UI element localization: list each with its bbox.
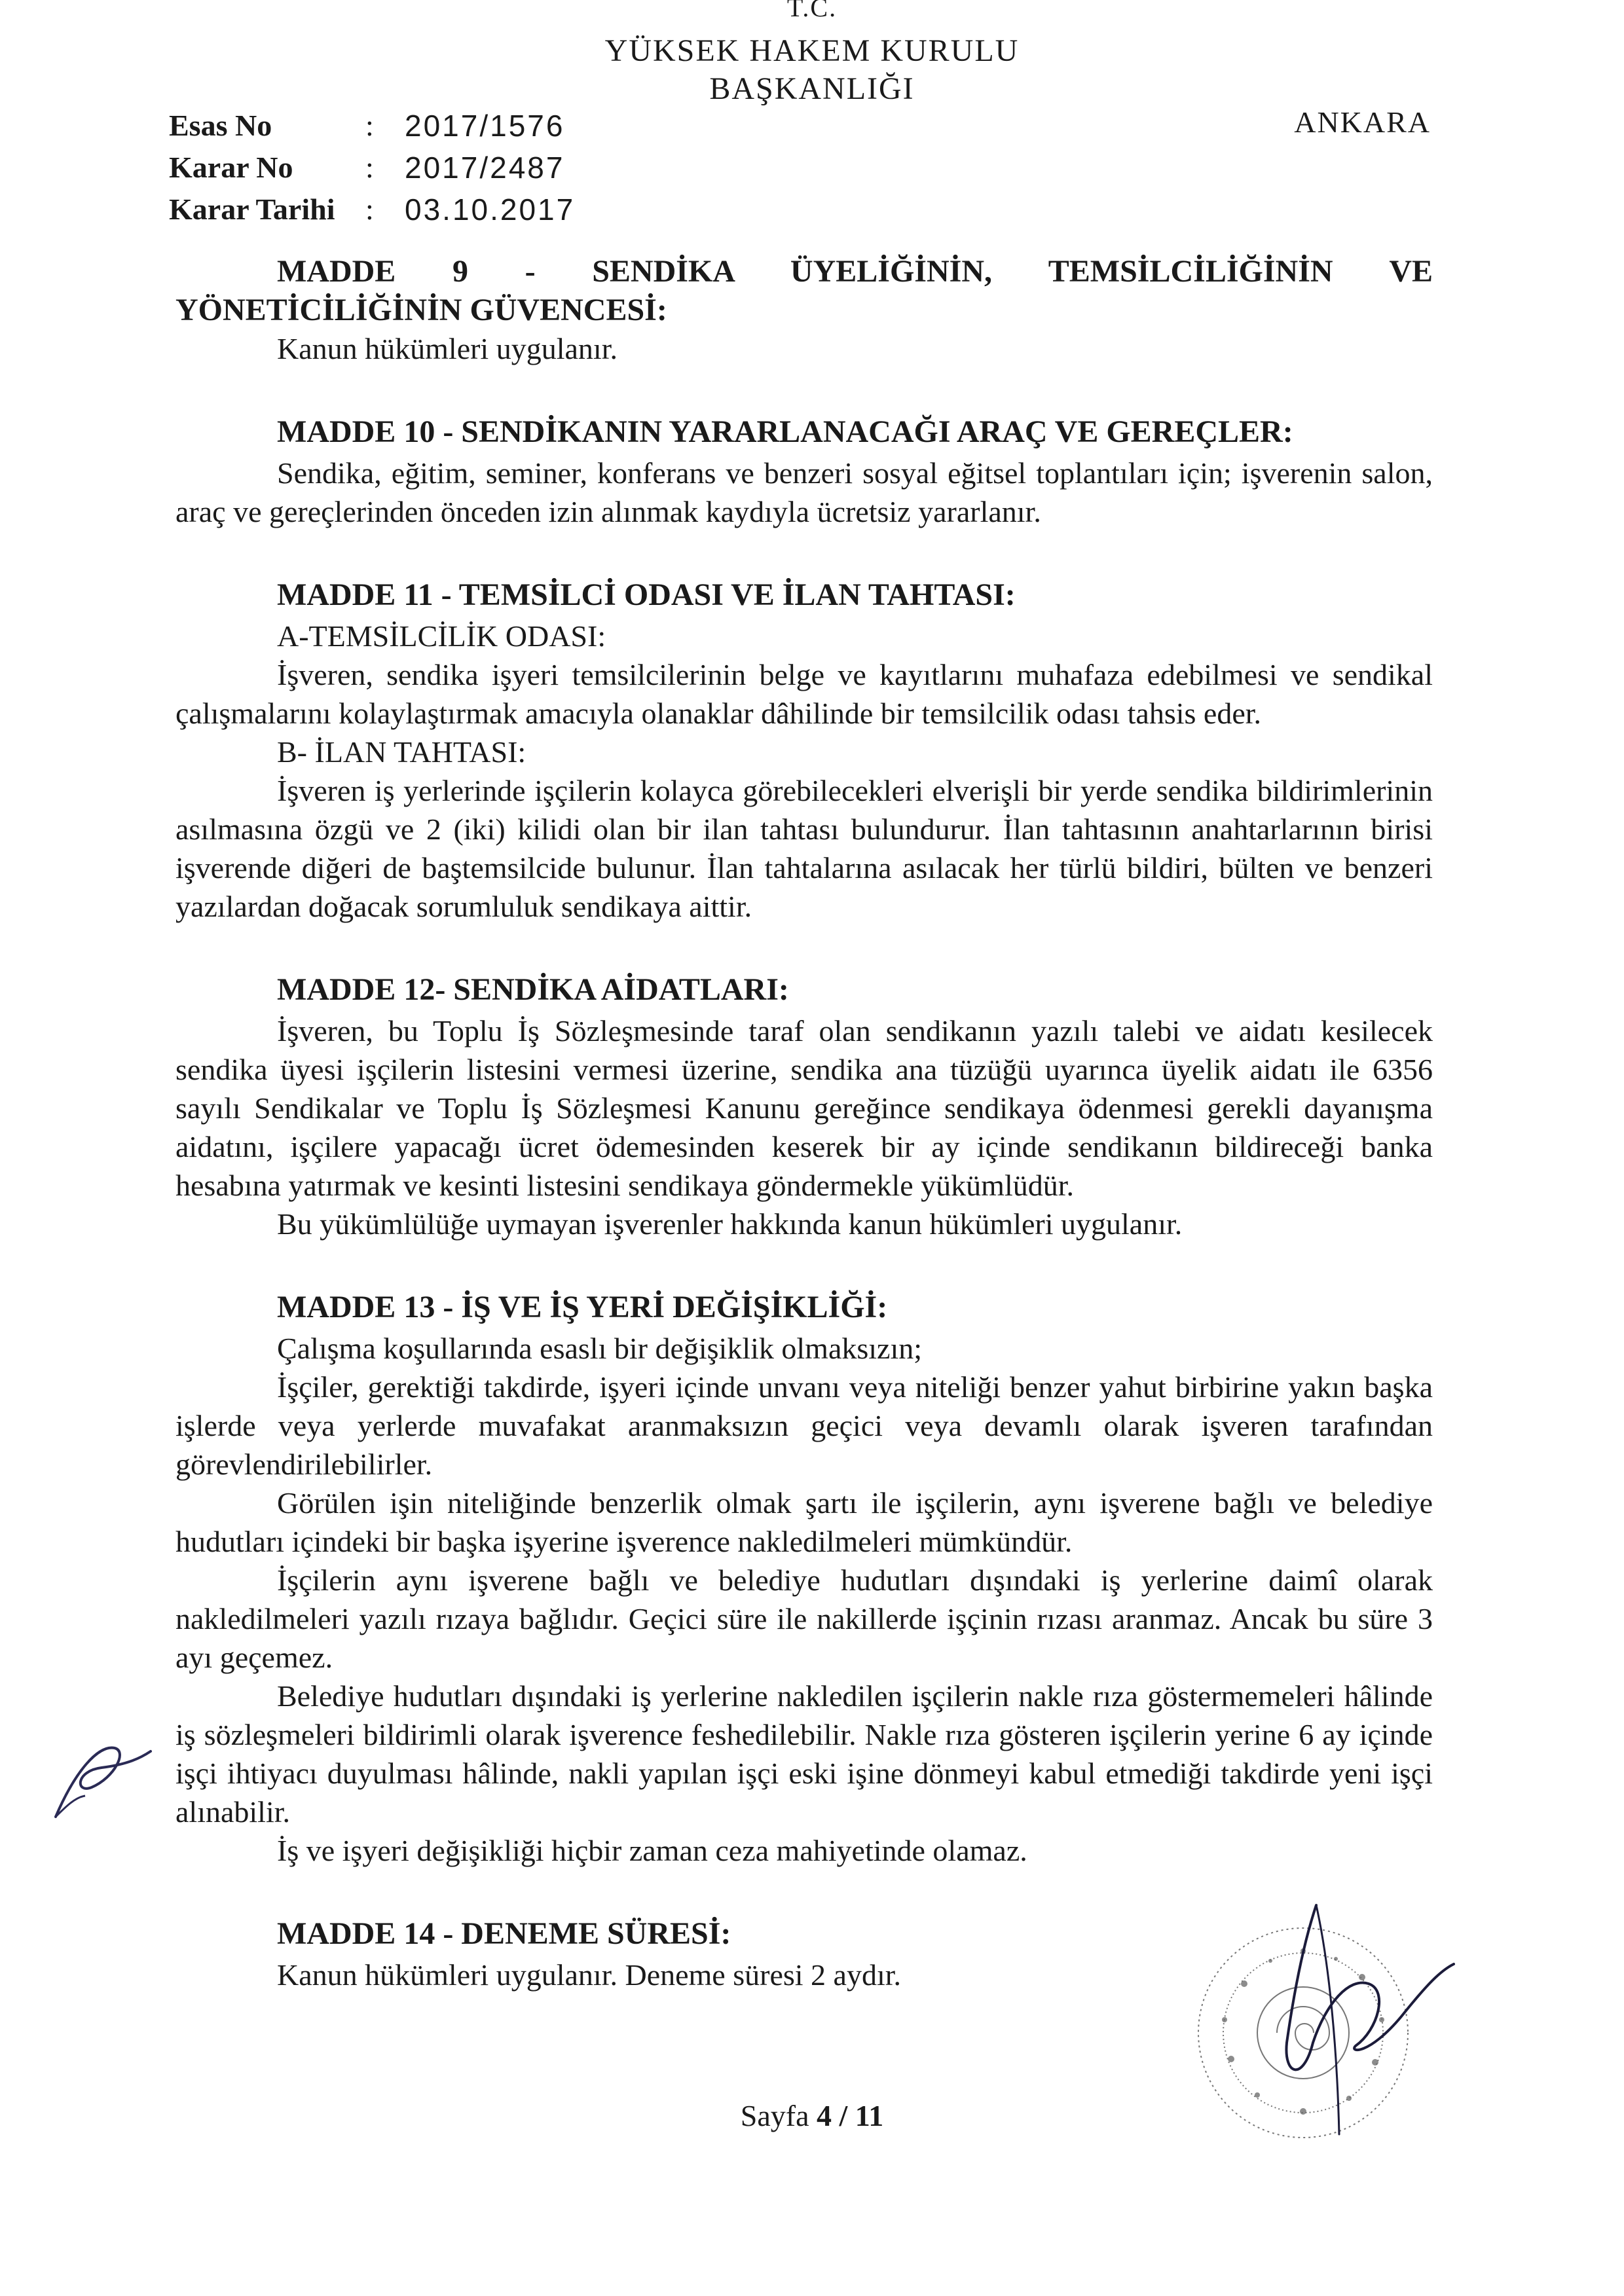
- meta-label: Karar No: [169, 151, 293, 184]
- article-12: [175, 970, 1433, 1243]
- article-10: [175, 412, 1433, 531]
- meta-colon: :: [365, 151, 374, 184]
- header-institution: YÜKSEK HAKEM KURULU: [604, 33, 1020, 68]
- article-11: [175, 575, 1433, 926]
- handwritten-initials-icon: [36, 1732, 167, 1823]
- meta-label: Esas No: [169, 109, 272, 142]
- article-paragraph: İşçiler, gerektiği takdirde, işyeri içinde unvanı veya niteliği benzer yahut birbirine yakın başka işlerde veya yerlerde muvafakat aranmaksızın geçici veya devamlı olarak işveren tarafından görevlendirilebilirler.: [175, 1370, 1433, 1481]
- article-title: MADDE 12- SENDİKA AİDATLARI:: [277, 972, 789, 1007]
- article-title: MADDE 13 - İŞ VE İŞ YERİ DEĞİŞİKLİĞİ:: [277, 1290, 888, 1324]
- article-paragraph: Kanun hükümleri uygulanır.: [277, 332, 618, 365]
- meta-value: 2017/2487: [405, 151, 565, 185]
- article-paragraph: İşveren iş yerlerinde işçilerin kolayca görebilecekleri elverişli bir yerde sendika bildirimlerinin asılmasına özgü ve 2 (iki) kilidi olan bir ilan tahtası bulundurur. İlan tahtasının anahtarlarının birisi işverende diğeri de baştemsilcide bulunur. İlan tahtalarına asılacak her türlü bildiri, bülten ve benzeri yazılardan doğacak sorumluluk sendikaya aittir.: [175, 774, 1433, 923]
- article-title: MADDE 11 - TEMSİLCİ ODASI VE İLAN TAHTASI:: [277, 577, 1016, 612]
- page-label: Sayfa: [740, 2099, 809, 2132]
- meta-row-tarih: [169, 189, 575, 230]
- article-paragraph: Belediye hudutları dışındaki iş yerlerine nakledilen işçilerin nakle rıza göstermemeleri hâlinde iş sözleşmeleri bildirimli olarak işverence feshedilebilir. Nakle rıza gösteren işçilerin yerine 6 ay içinde işçi ihtiyacı duyulması hâlinde, nakli yapılan işçi eski işine dönmeyi kabul etmediği takdirde yeni işçi alınabilir.: [175, 1679, 1433, 1829]
- case-metadata: [169, 105, 575, 230]
- article-paragraph: İş ve işyeri değişikliği hiçbir zaman ceza mahiyetinde olamaz.: [277, 1834, 1027, 1867]
- meta-value: 03.10.2017: [405, 192, 576, 227]
- header-tc: T.C.: [786, 0, 838, 22]
- article-13: [175, 1288, 1433, 1870]
- article-title: MADDE 14 - DENEME SÜRESİ:: [277, 1916, 731, 1951]
- article-subheading: B- İLAN TAHTASI:: [277, 735, 526, 769]
- meta-value: 2017/1576: [405, 109, 565, 143]
- article-9: [175, 252, 1433, 368]
- header-city: ANKARA: [1294, 105, 1431, 139]
- article-paragraph: Çalışma koşullarında esaslı bir değişiklik olmaksızın;: [277, 1332, 923, 1365]
- article-title: MADDE 10 - SENDİKANIN YARARLANACAĞI ARAÇ VE GEREÇLER:: [277, 414, 1293, 449]
- article-title: MADDE 9 - SENDİKA ÜYELİĞİNİN, TEMSİLCİLİĞİNİN VE: [277, 254, 1433, 289]
- page-number: 4 / 11: [817, 2099, 884, 2132]
- header-department: BAŞKANLIĞI: [709, 71, 915, 106]
- article-paragraph: İşveren, bu Toplu İş Sözleşmesinde taraf olan sendikanın yazılı talebi ve aidatı kesilecek sendika üyesi işçilerin listesini vermesi üzerine, sendika ana tüzüğü uyarınca üyelik aidatı ile 6356 sayılı Sendikalar ve Toplu İş Sözleşmesi Kanunu gereğince sendikaya ödenmesi gerekli dayanışma aidatını, işçilere yapacağı ücret ödemesinden keserek bir ay içinde sendikanın bildireceği banka hesabına yatırmak ve kesinti listesini sendikaya göndermekle yükümlüdür.: [175, 1014, 1433, 1202]
- article-subheading: A-TEMSİLCİLİK ODASI:: [277, 619, 606, 653]
- article-paragraph: İşçilerin aynı işverene bağlı ve belediye hudutları dışındaki iş yerlerine daimî olarak nakledilmeleri yazılı rızaya bağlıdır. Geçici süre ile nakillerde işçinin rızası aranmaz. Ancak bu süre 3 ayı geçemez.: [175, 1563, 1433, 1674]
- meta-colon: :: [365, 109, 374, 142]
- article-paragraph: Görülen işin niteliğinde benzerlik olmak şartı ile işçilerin, aynı işverene bağlı ve belediye hudutları içindeki bir başka işyerine işverence nakledilmeleri mümkündür.: [175, 1486, 1433, 1558]
- meta-row-esas: [169, 105, 575, 147]
- article-paragraph: İşveren, sendika işyeri temsilcilerinin belge ve kayıtlarını muhafaza edebilmesi ve sendikal çalışmalarını kolaylaştırmak amacıyla olanaklar dâhilinde bir temsilcilik odası tahsis eder.: [175, 658, 1433, 730]
- article-paragraph: Kanun hükümleri uygulanır. Deneme süresi 2 aydır.: [277, 1958, 902, 1992]
- article-paragraph: Bu yükümlülüğe uymayan işverenler hakkında kanun hükümleri uygulanır.: [277, 1207, 1183, 1241]
- article-paragraph: Sendika, eğitim, seminer, konferans ve benzeri sosyal eğitsel toplantıları için; işverenin salon, araç ve gereçlerinden önceden izin alınmak kaydıyla ücretsiz yararlanır.: [175, 456, 1433, 528]
- meta-row-karar: [169, 147, 575, 189]
- meta-label: Karar Tarihi: [169, 192, 335, 226]
- meta-colon: :: [365, 192, 374, 226]
- official-seal-signature-icon: [1153, 1886, 1467, 2147]
- document-body: [175, 252, 1433, 2039]
- article-title-continued: YÖNETİCİLİĞİNİN GÜVENCESİ:: [175, 293, 667, 327]
